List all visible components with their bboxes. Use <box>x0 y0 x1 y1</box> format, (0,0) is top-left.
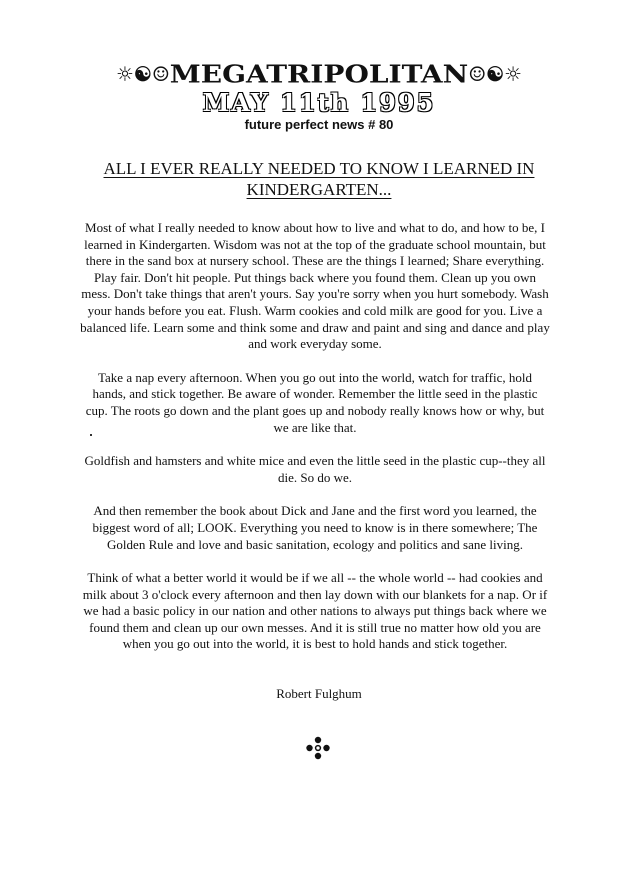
article-author: Robert Fulghum <box>276 686 362 701</box>
masthead-right-symbols-icon: ☺☯☼ <box>468 62 523 86</box>
article-body <box>80 220 550 670</box>
flower-ornament-icon <box>305 736 331 763</box>
issue-number: future perfect news # 80 <box>244 117 394 132</box>
issue-date: MAY 11th 1995 <box>202 88 436 117</box>
flower-ornament-icon-svg <box>305 736 331 760</box>
scan-speck <box>90 434 92 436</box>
article-paragraph-1: Most of what I really needed to know about how to live and what to do, and how to be, I learned in Kindergarten. Wisdom was not at the top of the graduate school mountain, but there in the sand box at nursery school. These are the things I learned; Share everything. Play fair. Don't hit people. Put things back where you found them. Clean up you own mess. Don't take things that aren't yours. Say you're sorry when you hurt somebody. Wash your hands before you eat. Flush. Warm cookies and cold milk are good for you. Live a balanced life. Learn some and think some and draw and paint and sing and dance and play and work everyday some. <box>80 220 550 352</box>
article-headline: ALL I EVER REALLY NEEDED TO KNOW I LEARNED IN KINDERGARTEN... <box>103 159 535 199</box>
article-paragraph-5: Think of what a better world it would be if we all -- the whole world -- had cookies and milk about 3 o'clock every afternoon and then lay down with our blankets for a nap. Or if we had a basic policy in our nation and other nations to always put things back where we found them and clean up our own messes. And it is still true no matter how old you are when you go out into the world, it is best to hold hands and stick together. <box>82 570 548 652</box>
masthead <box>0 58 638 91</box>
article-paragraph-3: Goldfish and hamsters and white mice and even the little seed in the plastic cup--they all die. So do we. <box>84 453 546 485</box>
masthead-title: MEGATRIPOLITAN <box>169 60 469 89</box>
article-paragraph-2: Take a nap every afternoon. When you go out into the world, watch for traffic, hold hands, and stick together. Be aware of wonder. Remember the little seed in the plastic cup. The roots go down and the plant goes up and nobody really knows how or why, but we are like that. <box>85 369 545 435</box>
masthead-left-symbols-icon: ☼☯☺ <box>115 62 170 86</box>
article-paragraph-4: And then remember the book about Dick and Jane and the first word you learned, the biggest word of all; LOOK. Everything you need to know is in there somewhere; The Golden Rule and love and basic sanitation, ecology and politics and sane living. <box>92 503 538 552</box>
